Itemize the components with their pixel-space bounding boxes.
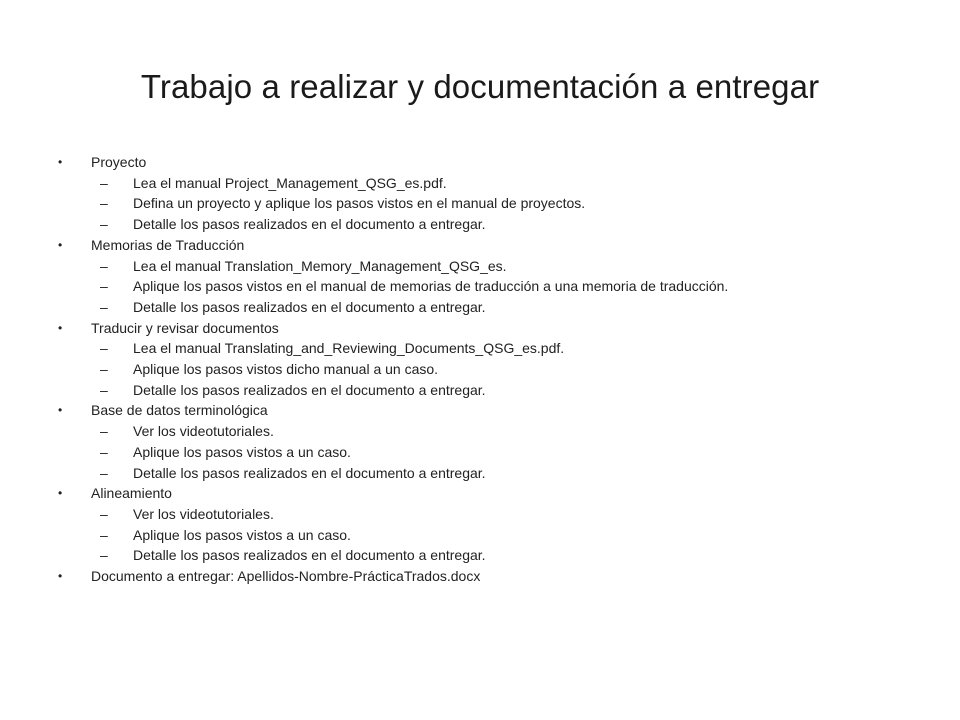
dash-icon: – [100,216,108,233]
sub-item [91,193,938,214]
sub-item [91,380,938,401]
sub-item [91,463,938,484]
section-item [58,318,938,401]
sub-list [91,173,938,235]
sub-item-text: Detalle los pasos realizados en el documento a entregar. [133,464,486,481]
sub-list [91,338,938,400]
bullet-icon: • [58,237,63,252]
sub-item-text: Detalle los pasos realizados en el documento a entregar. [133,547,486,564]
section-label: Proyecto [91,154,147,170]
sub-item [91,525,938,546]
dash-icon: – [100,381,108,398]
dash-icon: – [100,505,108,522]
section-label: Base de datos terminológica [91,402,268,419]
dash-icon: – [100,257,108,274]
sub-item [91,504,938,525]
content-list [58,152,938,587]
section-item [58,235,938,318]
sub-list [91,421,938,483]
section-label: Alineamiento [91,485,172,502]
dash-icon: – [100,464,108,481]
dash-icon: – [100,526,108,543]
section-label: Documento a entregar: Apellidos-Nombre-PrácticaTrados.docx [91,568,481,585]
dash-icon: – [100,340,108,357]
sub-item-text: Detalle los pasos realizados en el documento a entregar. [133,298,486,315]
section-item [58,400,938,483]
sub-item [91,214,938,235]
slide-title: Trabajo a realizar y documentación a entregar [140,68,820,105]
dash-icon: – [100,547,108,564]
sub-item-text: Detalle los pasos realizados en el documento a entregar. [133,216,486,233]
dash-icon: – [100,195,108,212]
sub-item-text: Detalle los pasos realizados en el documento a entregar. [133,381,486,398]
sub-item [91,442,938,463]
dash-icon: – [100,361,108,378]
dash-icon: – [100,298,108,315]
sub-item [91,256,938,277]
sub-item-text: Aplique los pasos vistos en el manual de memorias de traducción a una memoria de traducción. [133,278,729,295]
bullet-icon: • [58,569,63,584]
bullet-icon: • [58,155,63,169]
sub-item-text: Lea el manual Translation_Memory_Management_QSG_es. [133,257,507,274]
sub-item-text: Aplique los pasos vistos a un caso. [133,526,351,543]
sub-item-text: Lea el manual Translating_and_Reviewing_Documents_QSG_es.pdf. [133,340,565,357]
bullet-icon: • [58,403,63,418]
sub-item [91,338,938,359]
sub-item [91,173,938,194]
sub-item-text: Ver los videotutoriales. [133,423,274,440]
sub-item-text: Aplique los pasos vistos a un caso. [133,443,351,460]
sub-item [91,297,938,318]
dash-icon: – [100,423,108,440]
sub-item-text: Lea el manual Project_Management_QSG_es.pdf. [133,174,447,191]
section-item [58,152,938,235]
dash-icon: – [100,278,108,295]
section-item [58,566,938,587]
bullet-icon: • [58,486,63,501]
sub-item [91,276,938,297]
sub-item [91,359,938,380]
sub-list [91,504,938,566]
bullet-icon: • [58,320,63,335]
sub-item-text: Aplique los pasos vistos dicho manual a un caso. [133,361,439,378]
section-label: Memorias de Traducción [91,236,245,253]
section-item [58,483,938,566]
sub-list [91,256,938,318]
sub-item [91,421,938,442]
sub-item-text: Defina un proyecto y aplique los pasos vistos en el manual de proyectos. [133,195,586,212]
sub-item-text: Ver los videotutoriales. [133,505,274,522]
section-label: Traducir y revisar documentos [91,319,279,336]
dash-icon: – [100,443,108,460]
sub-item [91,545,938,566]
dash-icon: – [100,174,108,191]
